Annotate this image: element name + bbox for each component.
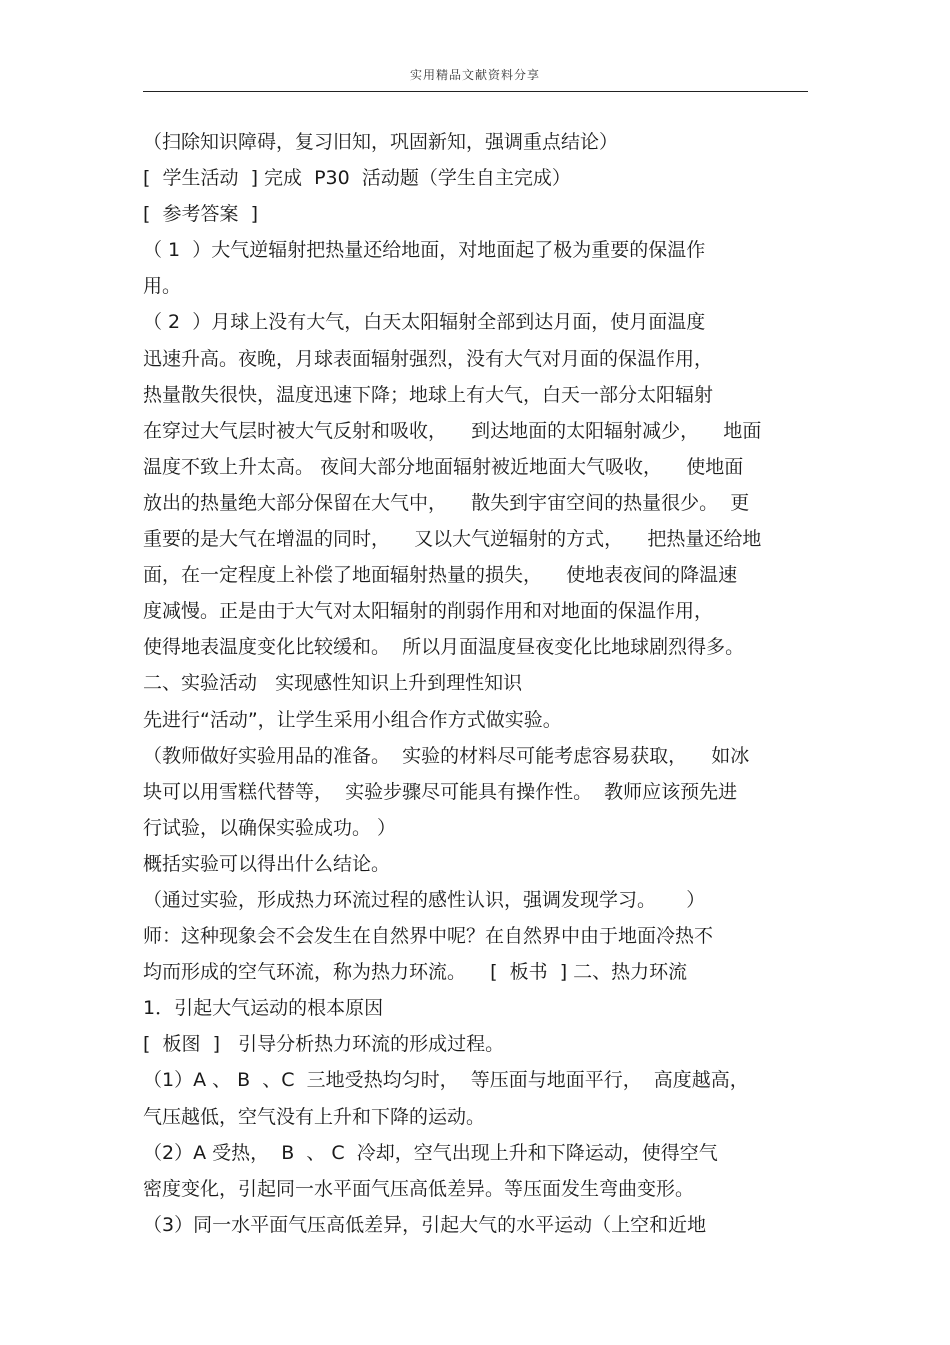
- text-line: （扫除知识障碍，复习旧知，巩固新知，强调重点结论）: [143, 131, 619, 153]
- text-line: 概括实验可以得出什么结论。: [143, 852, 391, 875]
- text-line: 使得地表温度变化比较缓和。 所以月面温度昼夜变化比地球剧烈得多。: [143, 636, 745, 659]
- section-heading: 二、实验活动 实现感性知识上升到理性知识: [143, 672, 523, 695]
- text-line: 块可以用雪糕代替等， 实验步骤尽可能具有操作性。 教师应该预先进: [143, 780, 738, 803]
- text-line: 行试验，以确保实验成功。 ）: [143, 816, 397, 839]
- text-line: 均而形成的空气环流，称为热力环流。 [ 板书 ] 二、热力环流: [143, 961, 688, 984]
- text-line: 放出的热量绝大部分保留在大气中， 散失到宇宙空间的热量很少。 更: [143, 491, 750, 514]
- header-divider: [143, 91, 808, 92]
- text-line: （教师做好实验用品的准备。 实验的材料尽可能考虑容易获取， 如冰: [143, 744, 750, 767]
- text-line: （3）同一水平面气压高低差异，引起大气的水平运动（上空和近地: [143, 1213, 707, 1236]
- text-line: 先进行“活动”，让学生采用小组合作方式做实验。: [143, 708, 562, 731]
- text-line: 迅速升高。夜晚，月球表面辐射强烈，没有大气对月面的保温作用，: [143, 347, 714, 370]
- text-line: [ 板图 ] 引导分析热力环流的形成过程。: [143, 1033, 505, 1056]
- text-line: 气压越低，空气没有上升和下降的运动。: [143, 1105, 486, 1128]
- text-line: （ 2 ）月球上没有大气，白天太阳辐射全部到达月面，使月面温度: [143, 311, 706, 334]
- text-line: （ 1 ）大气逆辐射把热量还给地面，对地面起了极为重要的保温作: [143, 239, 706, 262]
- text-line: 热量散失很快，温度迅速下降；地球上有大气，白天一部分太阳辐射: [143, 383, 714, 406]
- text-line: [ 学生活动 ] 完成 P30 活动题（学生自主完成）: [143, 167, 571, 190]
- text-line: 温度不致上升太高。 夜间大部分地面辐射被近地面大气吸收， 使地面: [143, 455, 744, 478]
- text-line: [ 参考答案 ]: [143, 203, 258, 226]
- text-line: 重要的是大气在增温的同时， 又以大气逆辐射的方式， 把热量还给地: [143, 528, 762, 551]
- text-line: 度减慢。正是由于大气对太阳辐射的削弱作用和对地面的保温作用，: [143, 600, 714, 623]
- text-line: （2）A 受热， B 、 C 冷却，空气出现上升和下降运动，使得空气: [143, 1141, 718, 1164]
- text-line: 在穿过大气层时被大气反射和吸收， 到达地面的太阳辐射减少， 地面: [143, 419, 762, 442]
- page-header: 实用精品文献资料分享: [409, 68, 540, 82]
- text-line: 面，在一定程度上补偿了地面辐射热量的损失， 使地表夜间的降温速: [143, 564, 738, 587]
- text-line: 密度变化，引起同一水平面气压高低差异。等压面发生弯曲变形。: [143, 1177, 695, 1200]
- text-line: 1．引起大气运动的根本原因: [143, 997, 384, 1020]
- document-body: [143, 124, 813, 1243]
- text-line: （1）A 、 B 、C 三地受热均匀时， 等压面与地面平行， 高度越高，: [143, 1069, 749, 1092]
- text-line: （通过实验，形成热力环流过程的感性认识，强调发现学习。 ）: [143, 888, 706, 911]
- text-line: 师：这种现象会不会发生在自然界中呢？在自然界中由于地面冷热不: [143, 925, 714, 948]
- text-line: 用。: [143, 275, 182, 298]
